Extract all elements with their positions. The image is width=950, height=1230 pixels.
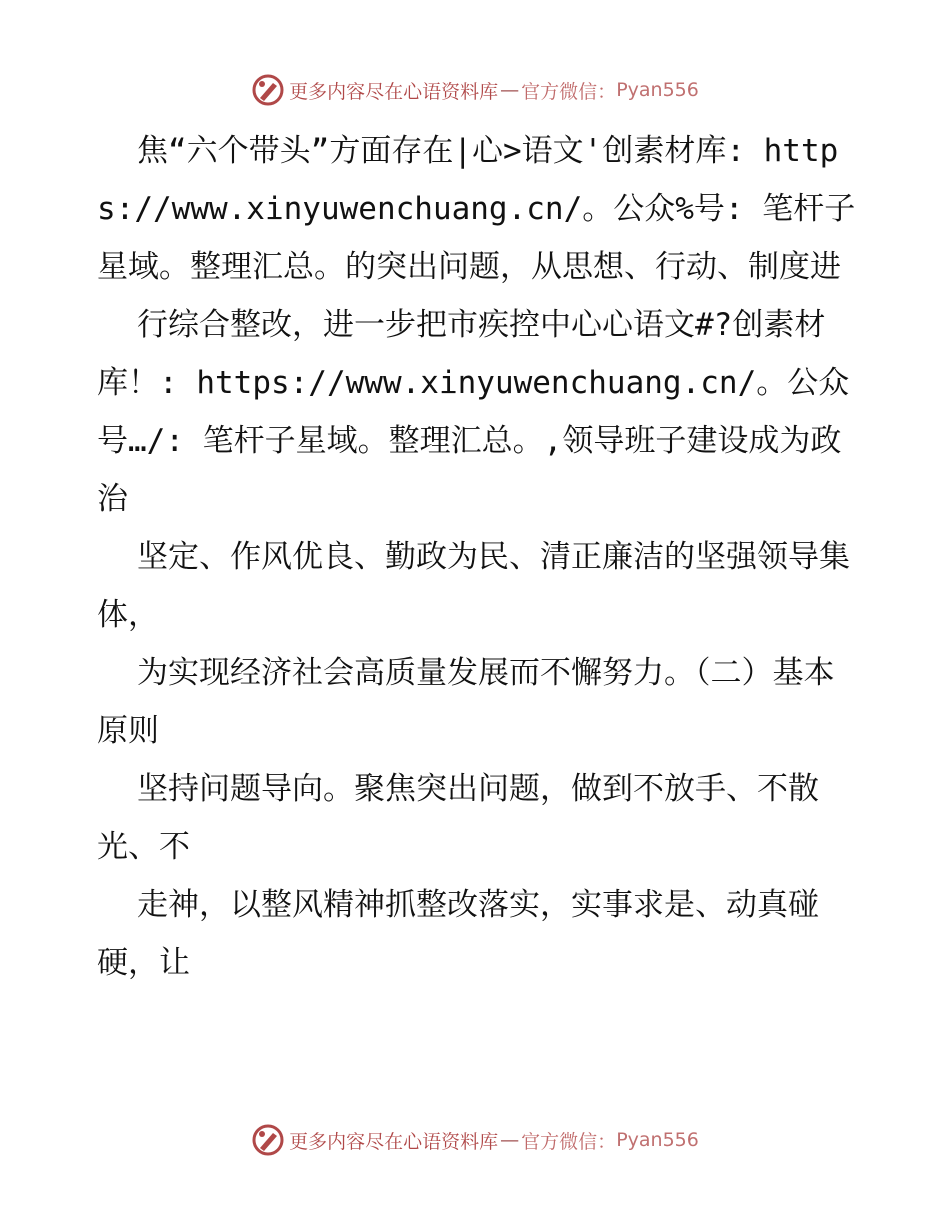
header-watermark [0,70,950,110]
pen-logo-icon [251,73,285,107]
paragraph: 焦“六个带头”方面存在|心>语文'创素材库: https://www.xinyuwenchuang.cn/。公众%号: 笔杆子星域。整理汇总。的突出问题，从思想、行动、制度进 [97,133,856,285]
document-body [97,122,857,992]
pen-logo-icon [251,1123,285,1157]
paragraph: 行综合整改，进一步把市疾控中心心语文#?创素材库！: https://www.xinyuwenchuang.cn/。公众号…/: 笔杆子星域。整理汇总。,领导班子建设成为政治 [97,307,850,517]
paragraph: 坚定、作风优良、勤政为民、清正廉洁的坚强领导集体， [97,539,850,633]
paragraph: 为实现经济社会高质量发展而不懈努力。（二）基本原则 [97,655,835,749]
watermark-separator: — [500,79,520,101]
watermark-text: 更多内容尽在心语资料库 [289,80,499,103]
wechat-id: Pyan556 [616,79,699,101]
wechat-label: 官方微信： [521,1130,617,1153]
watermark-text: 更多内容尽在心语资料库 [289,1130,499,1153]
paragraph: 坚持问题导向。聚焦突出问题，做到不放手、不散光、不 [97,771,819,865]
paragraph: 走神，以整风精神抓整改落实，实事求是、动真碰硬，让 [97,887,819,981]
watermark-separator: — [500,1129,520,1151]
wechat-id: Pyan556 [616,1129,699,1151]
wechat-label: 官方微信： [521,80,617,103]
footer-watermark [0,1120,950,1160]
